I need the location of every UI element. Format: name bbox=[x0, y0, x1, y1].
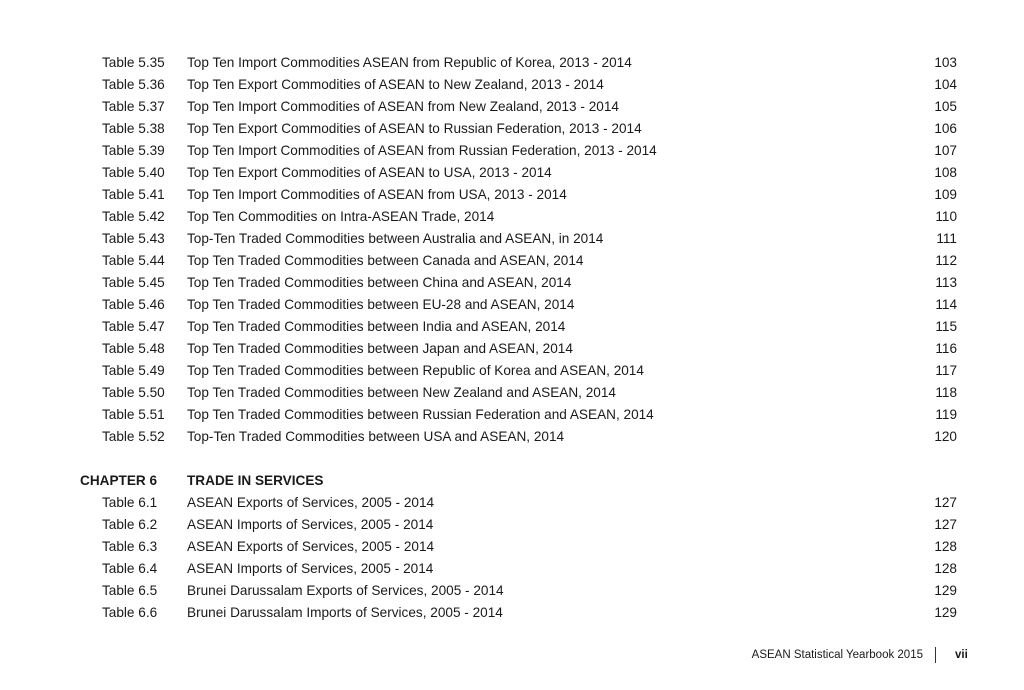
toc-entry[interactable] bbox=[0, 404, 1024, 426]
chapter-number: CHAPTER 6 bbox=[80, 473, 158, 488]
page-number: 106 bbox=[934, 121, 957, 136]
chapter-heading bbox=[0, 470, 1024, 492]
table-title: Top-Ten Traded Commodities between USA and ASEAN, 2014 bbox=[187, 429, 565, 444]
table-number: Table 5.47 bbox=[102, 319, 165, 334]
page-number: 107 bbox=[934, 143, 957, 158]
page-number: 128 bbox=[934, 561, 957, 576]
chapter-5-table-list bbox=[0, 52, 1024, 448]
page-number: 118 bbox=[935, 385, 957, 400]
table-number: Table 5.42 bbox=[102, 209, 165, 224]
table-title: Top Ten Traded Commodities between EU-28 and ASEAN, 2014 bbox=[187, 297, 575, 312]
table-title: Top Ten Export Commodities of ASEAN to New Zealand, 2013 - 2014 bbox=[187, 77, 604, 92]
page-number: 117 bbox=[935, 363, 957, 378]
table-title: Top Ten Traded Commodities between Japan and ASEAN, 2014 bbox=[187, 341, 573, 356]
table-number: Table 5.39 bbox=[102, 143, 165, 158]
page-number: 105 bbox=[934, 99, 957, 114]
page-number: 110 bbox=[935, 209, 957, 224]
toc-entry[interactable] bbox=[0, 382, 1024, 404]
toc-entry[interactable] bbox=[0, 162, 1024, 184]
page-number: 127 bbox=[934, 495, 957, 510]
table-number: Table 5.36 bbox=[102, 77, 165, 92]
table-title: Top Ten Export Commodities of ASEAN to USA, 2013 - 2014 bbox=[187, 165, 552, 180]
toc-entry[interactable] bbox=[0, 426, 1024, 448]
table-number: Table 5.49 bbox=[102, 363, 165, 378]
page-number: 109 bbox=[934, 187, 957, 202]
toc-entry[interactable] bbox=[0, 228, 1024, 250]
chapter-title: TRADE IN SERVICES bbox=[187, 473, 324, 488]
table-of-contents bbox=[0, 52, 1024, 624]
table-title: Top Ten Commodities on Intra-ASEAN Trade, 2014 bbox=[187, 209, 495, 224]
toc-entry[interactable] bbox=[0, 140, 1024, 162]
toc-entry[interactable] bbox=[0, 316, 1024, 338]
table-title: Top Ten Traded Commodities between China and ASEAN, 2014 bbox=[187, 275, 572, 290]
table-title: Top-Ten Traded Commodities between Australia and ASEAN, in 2014 bbox=[187, 231, 604, 246]
table-number: Table 6.3 bbox=[102, 539, 158, 554]
toc-entry[interactable] bbox=[0, 118, 1024, 140]
table-number: Table 5.35 bbox=[102, 55, 165, 70]
toc-entry[interactable] bbox=[0, 294, 1024, 316]
toc-entry[interactable] bbox=[0, 558, 1024, 580]
page-number: 129 bbox=[934, 605, 957, 620]
table-title: ASEAN Exports of Services, 2005 - 2014 bbox=[187, 495, 435, 510]
table-title: Top Ten Import Commodities of ASEAN from Russian Federation, 2013 - 2014 bbox=[187, 143, 657, 158]
table-title: Top Ten Import Commodities ASEAN from Republic of Korea, 2013 - 2014 bbox=[187, 55, 632, 70]
table-number: Table 6.4 bbox=[102, 561, 158, 576]
page-number: 114 bbox=[935, 297, 957, 312]
table-number: Table 5.43 bbox=[102, 231, 165, 246]
toc-entry[interactable] bbox=[0, 74, 1024, 96]
toc-entry[interactable] bbox=[0, 52, 1024, 74]
table-number: Table 6.5 bbox=[102, 583, 158, 598]
page-number: 108 bbox=[934, 165, 957, 180]
toc-entry[interactable] bbox=[0, 184, 1024, 206]
toc-entry[interactable] bbox=[0, 492, 1024, 514]
table-title: Top Ten Traded Commodities between Canada and ASEAN, 2014 bbox=[187, 253, 584, 268]
table-number: Table 5.44 bbox=[102, 253, 165, 268]
table-number: Table 5.45 bbox=[102, 275, 165, 290]
page-number: 111 bbox=[936, 231, 957, 246]
page-number: 104 bbox=[934, 77, 957, 92]
table-title: ASEAN Imports of Services, 2005 - 2014 bbox=[187, 517, 434, 532]
toc-entry[interactable] bbox=[0, 514, 1024, 536]
table-number: Table 6.6 bbox=[102, 605, 158, 620]
footer-divider bbox=[935, 647, 936, 663]
table-number: Table 5.50 bbox=[102, 385, 165, 400]
table-title: Top Ten Traded Commodities between Republic of Korea and ASEAN, 2014 bbox=[187, 363, 644, 378]
table-number: Table 5.51 bbox=[102, 407, 165, 422]
page-number: 119 bbox=[935, 407, 957, 422]
page-number: 103 bbox=[934, 55, 957, 70]
table-number: Table 5.46 bbox=[102, 297, 165, 312]
toc-entry[interactable] bbox=[0, 250, 1024, 272]
toc-entry[interactable] bbox=[0, 602, 1024, 624]
table-title: Brunei Darussalam Imports of Services, 2005 - 2014 bbox=[187, 605, 503, 620]
table-title: Top Ten Export Commodities of ASEAN to Russian Federation, 2013 - 2014 bbox=[187, 121, 642, 136]
table-number: Table 5.38 bbox=[102, 121, 165, 136]
page-footer bbox=[0, 644, 1024, 666]
toc-entry[interactable] bbox=[0, 96, 1024, 118]
table-title: Top Ten Traded Commodities between India and ASEAN, 2014 bbox=[187, 319, 566, 334]
table-title: Brunei Darussalam Exports of Services, 2005 - 2014 bbox=[187, 583, 504, 598]
table-number: Table 5.52 bbox=[102, 429, 165, 444]
table-title: Top Ten Import Commodities of ASEAN from New Zealand, 2013 - 2014 bbox=[187, 99, 619, 114]
table-number: Table 5.41 bbox=[102, 187, 165, 202]
toc-entry[interactable] bbox=[0, 206, 1024, 228]
table-number: Table 5.40 bbox=[102, 165, 165, 180]
table-number: Table 5.37 bbox=[102, 99, 165, 114]
page-number: 129 bbox=[934, 583, 957, 598]
table-title: ASEAN Imports of Services, 2005 - 2014 bbox=[187, 561, 434, 576]
page-number: 120 bbox=[934, 429, 957, 444]
table-title: Top Ten Traded Commodities between Russian Federation and ASEAN, 2014 bbox=[187, 407, 654, 422]
footer-page-number: vii bbox=[955, 649, 968, 661]
page-number: 128 bbox=[934, 539, 957, 554]
page-number: 116 bbox=[935, 341, 957, 356]
page-number: 115 bbox=[935, 319, 957, 334]
toc-entry[interactable] bbox=[0, 536, 1024, 558]
table-number: Table 6.1 bbox=[102, 495, 158, 510]
footer-publication-title: ASEAN Statistical Yearbook 2015 bbox=[751, 649, 923, 661]
page-number: 113 bbox=[935, 275, 957, 290]
toc-entry[interactable] bbox=[0, 338, 1024, 360]
table-number: Table 5.48 bbox=[102, 341, 165, 356]
toc-entry[interactable] bbox=[0, 360, 1024, 382]
toc-entry[interactable] bbox=[0, 272, 1024, 294]
page-number: 127 bbox=[934, 517, 957, 532]
table-title: Top Ten Traded Commodities between New Zealand and ASEAN, 2014 bbox=[187, 385, 616, 400]
table-number: Table 6.2 bbox=[102, 517, 158, 532]
toc-entry[interactable] bbox=[0, 580, 1024, 602]
table-title: Top Ten Import Commodities of ASEAN from USA, 2013 - 2014 bbox=[187, 187, 567, 202]
page-number: 112 bbox=[935, 253, 957, 268]
chapter-6-table-list bbox=[0, 492, 1024, 624]
table-title: ASEAN Exports of Services, 2005 - 2014 bbox=[187, 539, 435, 554]
